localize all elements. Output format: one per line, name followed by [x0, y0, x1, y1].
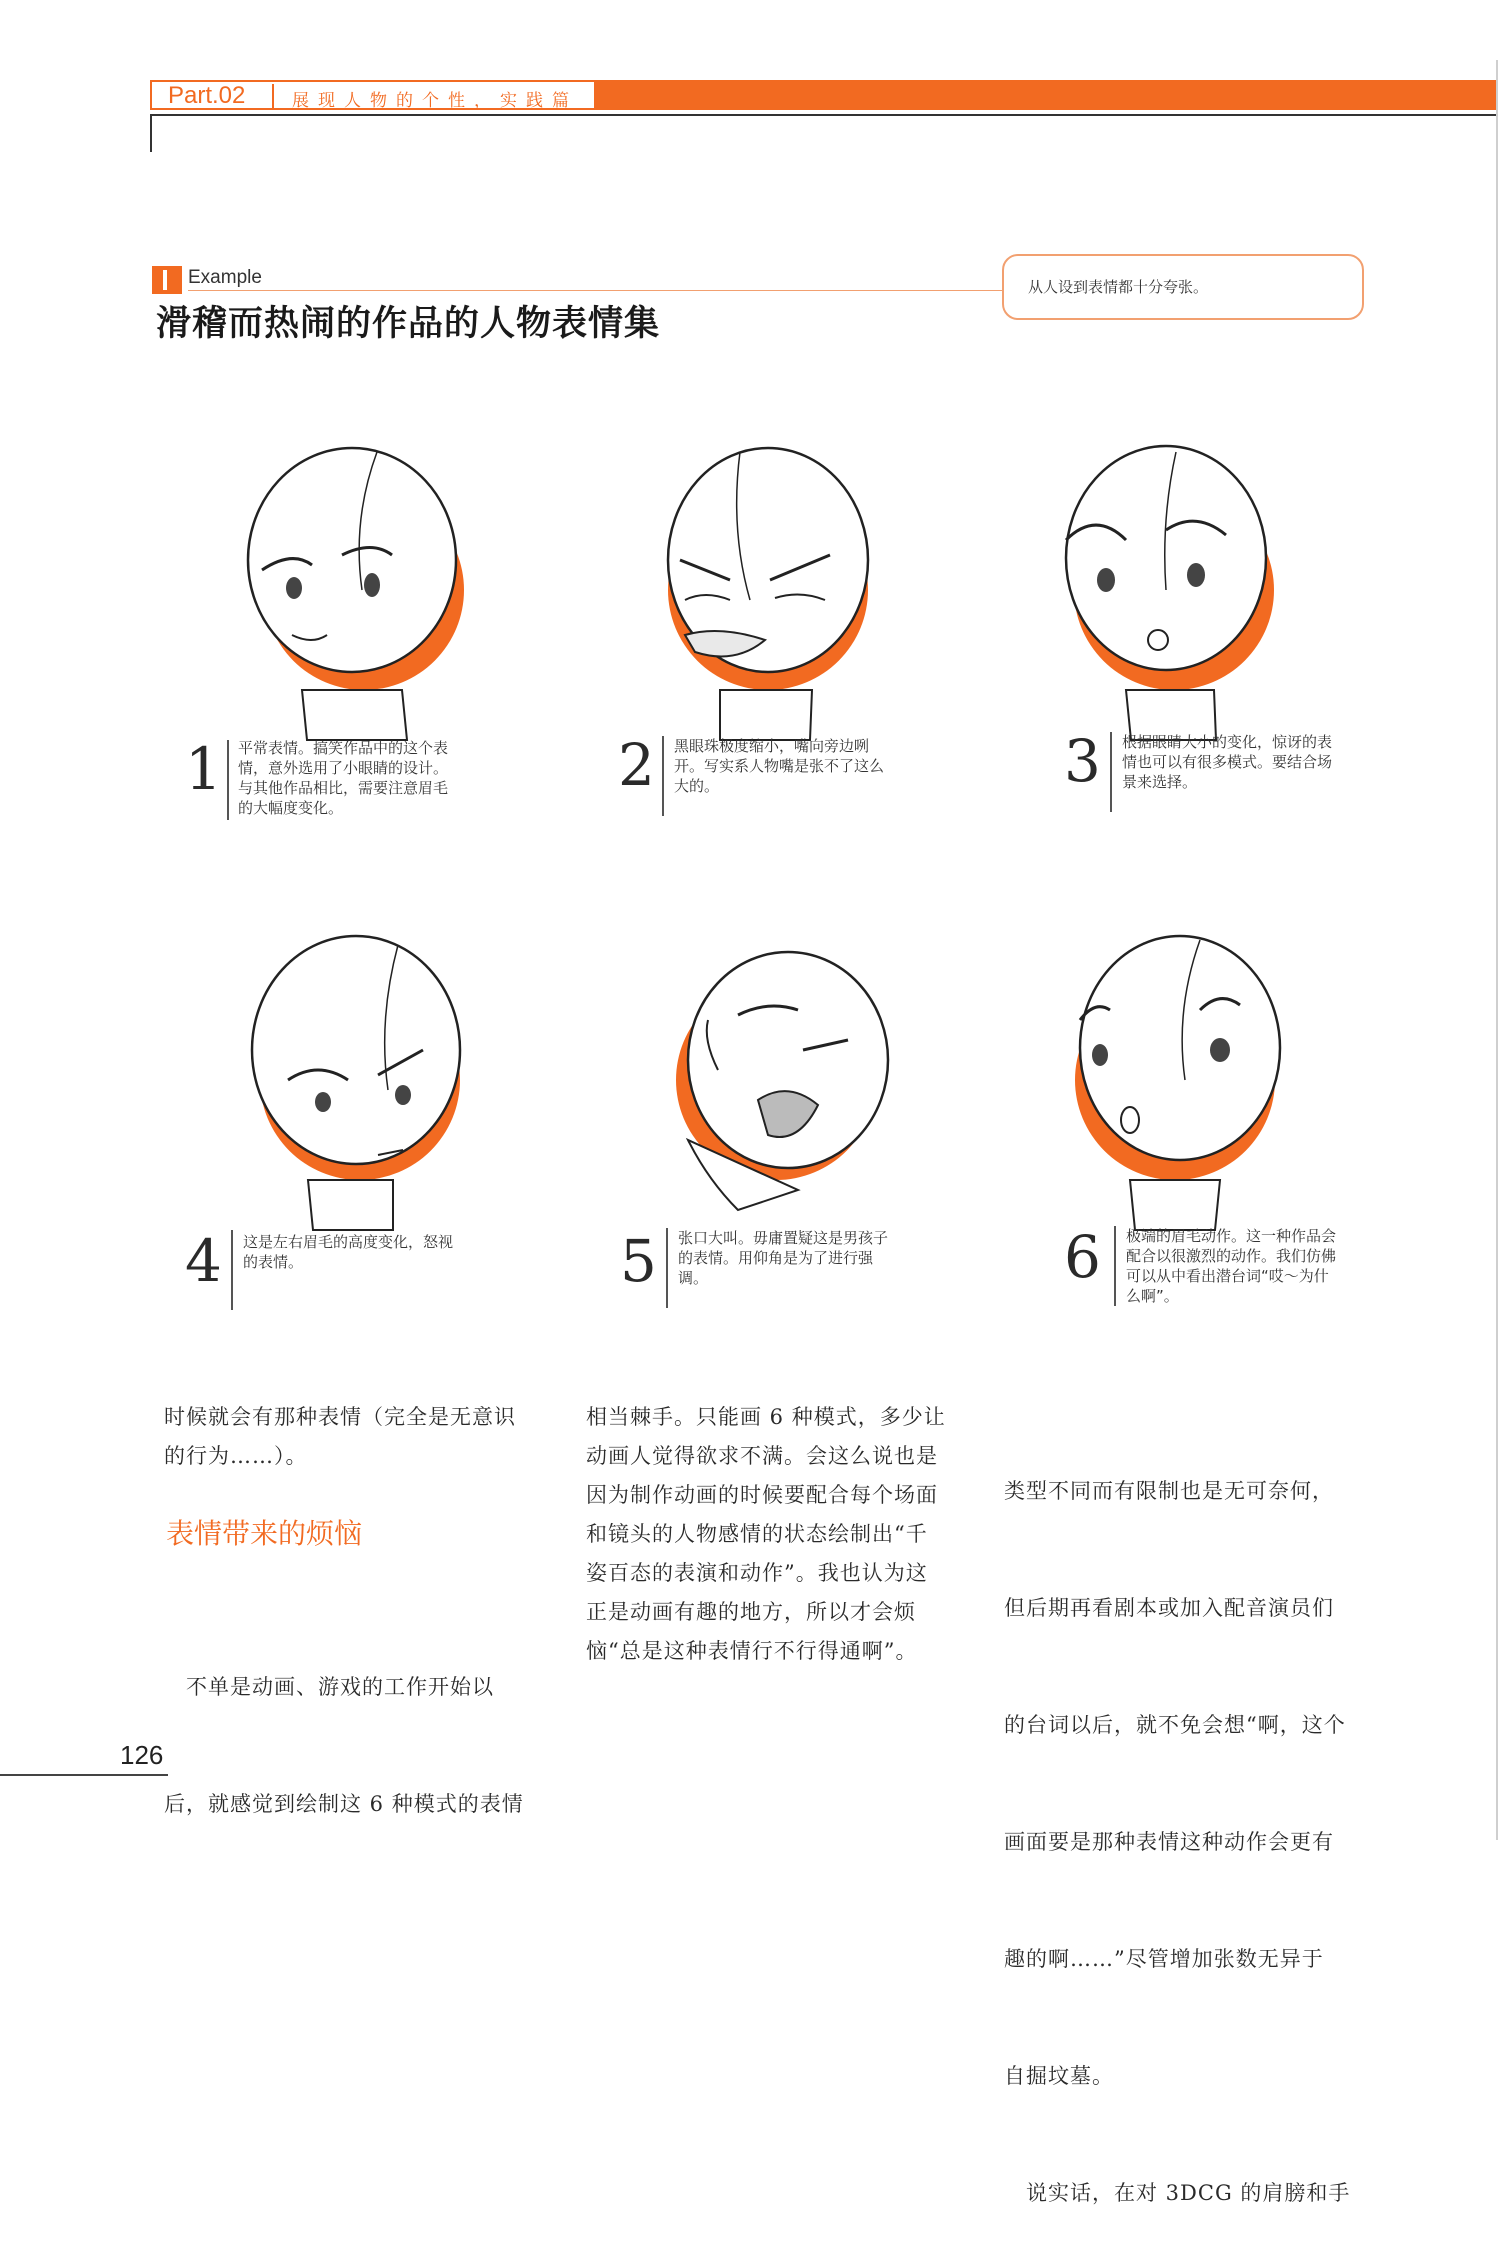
caption-bar-4	[231, 1230, 233, 1310]
caption-2-line: 大的。	[674, 777, 720, 795]
caption-bar-3	[1110, 732, 1112, 812]
body-line: 趣的啊……”尽管增加张数无异于	[1004, 1947, 1324, 1971]
caption-5-line: 张口大叫。毋庸置疑这是男孩子	[678, 1229, 889, 1247]
caption-number-6: 6	[1064, 1223, 1101, 1291]
note-text: 从人设到表情都十分夸张。	[1028, 278, 1209, 296]
caption-bar-5	[666, 1228, 668, 1308]
body-line: 正是动画有趣的地方，所以才会烦	[586, 1600, 916, 1624]
page-title: 滑稽而热闹的作品的人物表情集	[156, 304, 661, 344]
caption-bar-2	[662, 736, 664, 816]
body-line: 因为制作动画的时候要配合每个场面	[586, 1483, 938, 1507]
caption-3-line: 根据眼睛大小的变化，惊讶的表	[1122, 733, 1333, 751]
caption-bar-1	[227, 740, 229, 820]
example-label: Example	[188, 267, 262, 288]
face-illustration-2	[640, 440, 900, 740]
caption-number-5: 5	[620, 1227, 657, 1295]
page-edge-line	[1496, 60, 1498, 1840]
body-line: 和镜头的人物感情的状态绘制出“千	[586, 1522, 928, 1546]
caption-1-line: 与其他作品相比，需要注意眉毛	[238, 779, 449, 797]
face-illustration-5	[648, 930, 908, 1230]
caption-number-1: 1	[185, 735, 222, 803]
header-divider	[272, 84, 274, 108]
caption-4-line: 的表情。	[243, 1253, 304, 1271]
section-label: 展现人物的个性，实践篇	[292, 91, 578, 111]
header-rule-tick	[150, 114, 152, 152]
body-line: 画面要是那种表情这种动作会更有	[1004, 1830, 1334, 1854]
caption-6-line: 配合以很激烈的动作。我们仿佛	[1126, 1247, 1337, 1265]
face-illustration-1	[232, 440, 492, 740]
face-illustration-3	[1046, 440, 1306, 740]
body-line: 类型不同而有限制也是无可奈何，	[1004, 1479, 1334, 1503]
caption-5-line: 的表情。用仰角是为了进行强	[678, 1249, 874, 1267]
caption-2-line: 黑眼珠极度缩小，嘴向旁边咧	[674, 737, 870, 755]
caption-6-line: 极端的眉毛动作。这一种作品会	[1126, 1227, 1337, 1245]
section-heading: 表情带来的烦恼	[166, 1517, 363, 1550]
caption-3	[1122, 732, 1362, 792]
body-line: 相当棘手。只能画 6 种模式，多少让	[586, 1405, 946, 1429]
caption-1-line: 情，意外选用了小眼睛的设计。	[238, 759, 449, 777]
body-line: 不单是动画、游戏的工作开始以	[164, 1675, 494, 1699]
caption-2	[674, 736, 914, 796]
caption-6-line: 么啊”。	[1126, 1287, 1179, 1305]
caption-5-line: 调。	[678, 1269, 709, 1287]
caption-bar-6	[1114, 1226, 1116, 1306]
face-illustration-6	[1050, 930, 1310, 1230]
body-line: 恼“总是这种表情行不行得通啊”。	[586, 1639, 918, 1663]
caption-number-4: 4	[185, 1227, 222, 1295]
page-number: 126	[120, 1740, 164, 1770]
caption-3-line: 情也可以有很多模式。要结合场	[1122, 753, 1333, 771]
caption-1	[238, 738, 478, 818]
caption-1-line: 的大幅度变化。	[238, 799, 344, 817]
body-column-1-top	[164, 1398, 536, 1476]
caption-3-line: 景来选择。	[1122, 773, 1198, 791]
body-line: 的行为……）。	[164, 1444, 308, 1468]
example-underline	[188, 290, 1003, 291]
body-line: 姿百态的表演和动作”。我也认为这	[586, 1561, 928, 1585]
body-line: 后，就感觉到绘制这 6 种模式的表情	[164, 1792, 524, 1816]
caption-1-line: 平常表情。搞笑作品中的这个表	[238, 739, 449, 757]
caption-4-line: 这是左右眉毛的高度变化，怒视	[243, 1233, 454, 1251]
part-label: Part.02	[168, 82, 246, 109]
caption-6-line: 可以从中看出潜台词“哎～为什	[1126, 1267, 1329, 1285]
caption-number-3: 3	[1064, 727, 1101, 795]
caption-5	[678, 1228, 918, 1288]
body-line: 说实话，在对 3DCG 的肩膀和手	[1004, 2181, 1351, 2205]
caption-6	[1126, 1226, 1366, 1306]
body-line: 自掘坟墓。	[1004, 2064, 1114, 2088]
caption-number-2: 2	[618, 731, 655, 799]
body-line: 的台词以后，就不免会想“啊，这个	[1004, 1713, 1346, 1737]
example-marker-icon	[152, 266, 182, 294]
header-rule	[150, 114, 1496, 116]
face-illustration-4	[228, 930, 488, 1230]
example-marker-stripe	[163, 270, 167, 290]
page-number-rule	[0, 1774, 168, 1776]
body-line: 但后期再看剧本或加入配音演员们	[1004, 1596, 1334, 1620]
body-column-3	[1004, 1394, 1376, 2252]
header-left-line	[150, 80, 152, 110]
caption-4	[243, 1232, 483, 1272]
body-line: 时候就会有那种表情（完全是无意识	[164, 1405, 516, 1429]
body-column-1-bottom	[164, 1590, 536, 1863]
body-column-2	[586, 1398, 958, 1671]
header-color-bar	[594, 80, 1496, 110]
caption-2-line: 开。写实系人物嘴是张不了这么	[674, 757, 885, 775]
body-line: 动画人觉得欲求不满。会这么说也是	[586, 1444, 938, 1468]
